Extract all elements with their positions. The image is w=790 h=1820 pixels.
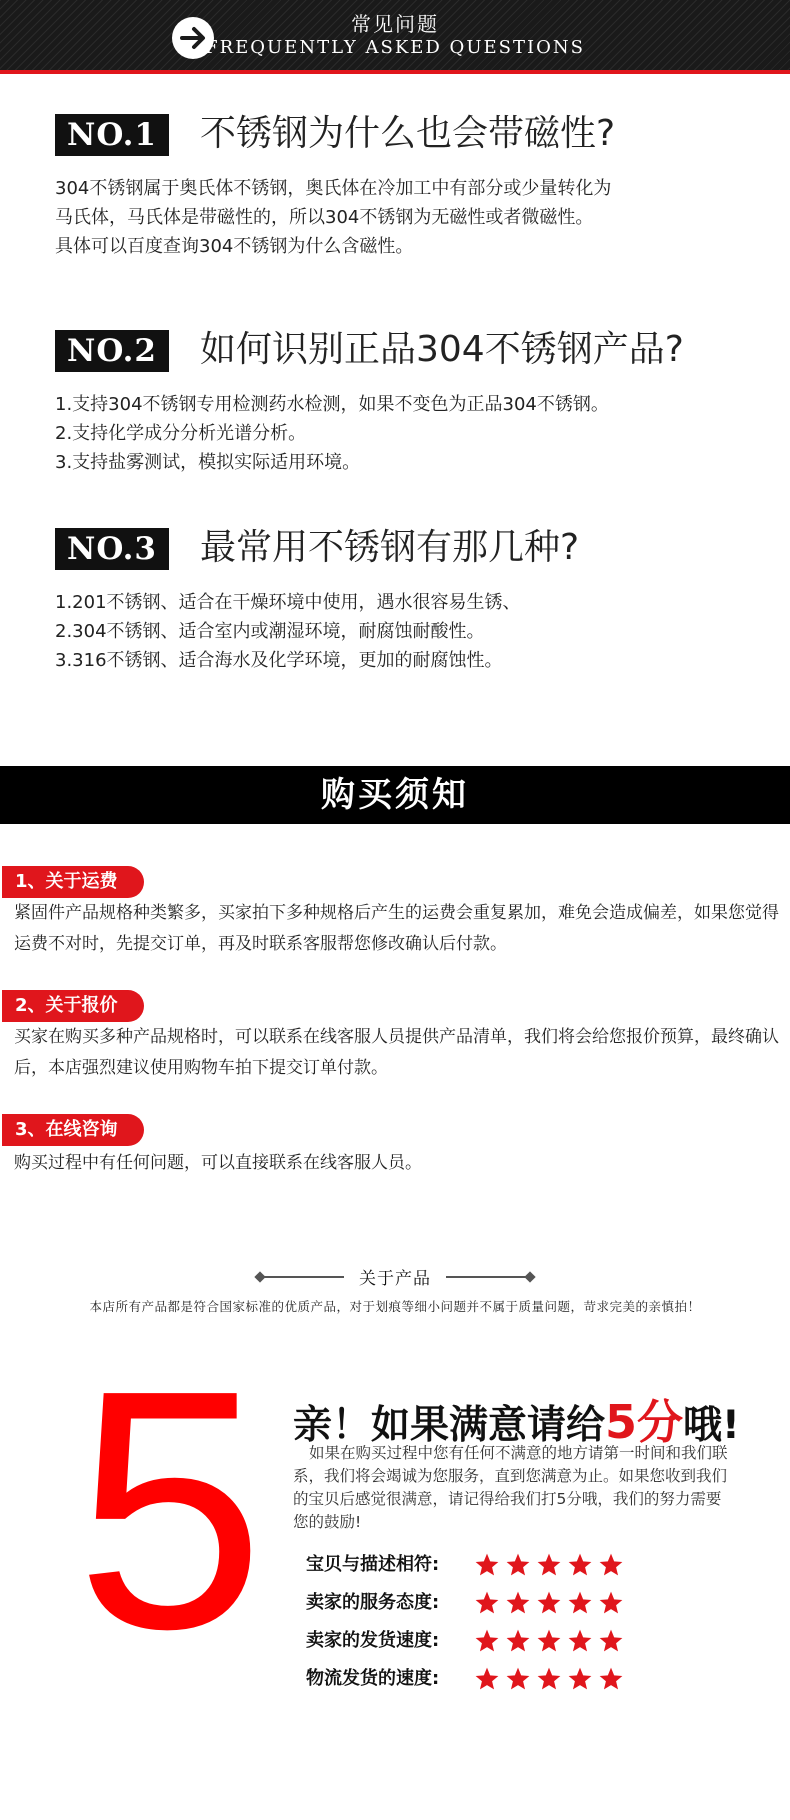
star-icon [598, 1552, 624, 1578]
notice-text-shipping: 紧固件产品规格种类繁多，买家拍下多种规格后产生的运费会重复累加，难免会造成偏差，如果您觉得运费不对时，先提交订单，再及时联系客服帮您修改确认后付款。 [14, 903, 779, 954]
faq-question: 最常用不锈钢有那几种? [200, 527, 580, 568]
faq-answer-line: 304不锈钢属于奥氏体不锈钢，奥氏体在冷加工中有部分或少量转化为 [55, 178, 612, 199]
star-icon [474, 1666, 500, 1692]
notice-tag-shipping: 1、关于运费 [2, 866, 144, 898]
star-rating [474, 1552, 624, 1578]
star-icon [567, 1590, 593, 1616]
star-rating [474, 1666, 624, 1692]
star-icon [567, 1552, 593, 1578]
faq-answer-line: 2.304不锈钢、适合室内或潮湿环境，耐腐蚀耐酸性。 [55, 621, 485, 642]
star-icon [474, 1590, 500, 1616]
star-icon [567, 1666, 593, 1692]
faq-question: 不锈钢为什么也会带磁性? [200, 113, 616, 154]
rating-headline-prefix: 亲！如果满意请给 [293, 1403, 606, 1448]
notice-tag-consult: 3、在线咨询 [2, 1114, 144, 1146]
star-icon [536, 1666, 562, 1692]
star-icon [474, 1552, 500, 1578]
faq-header [0, 0, 790, 74]
star-icon [598, 1590, 624, 1616]
rating-row-delivery-speed [306, 1626, 646, 1656]
rating-row-description-match [306, 1550, 646, 1580]
star-icon [505, 1628, 531, 1654]
rating-row-service-attitude [306, 1588, 646, 1618]
faq-answer-line: 2.支持化学成分分析光谱分析。 [55, 423, 307, 444]
faq-title-en: FREQUENTLY ASKED QUESTIONS [205, 37, 585, 58]
star-icon [505, 1666, 531, 1692]
rating-label: 卖家的发货速度: [306, 1630, 440, 1651]
faq-number-badge: NO.3 [55, 528, 169, 570]
notice-text-consult: 购买过程中有任何问题，可以直接联系在线客服人员。 [14, 1153, 422, 1173]
faq-title-cn: 常见问题 [351, 12, 439, 36]
notice-tag-quote: 2、关于报价 [2, 990, 144, 1022]
star-rating [474, 1628, 624, 1654]
rating-description: 如果在购买过程中您有任何不满意的地方请第一时间和我们联系，我们将会竭诚为您服务，直到您满意为止。如果您收到我们的宝贝后感觉很满意，请记得给我们打5分哦，我们的努力需要您的鼓励! [293, 1444, 728, 1531]
big-five-number: 5 [75, 1320, 265, 1700]
faq-answer-line: 具体可以百度查询304不锈钢为什么含磁性。 [55, 236, 414, 257]
rating-row-logistics-speed [306, 1664, 646, 1694]
star-icon [505, 1590, 531, 1616]
faq-answer-line: 1.201不锈钢、适合在干燥环境中使用，遇水很容易生锈、 [55, 592, 521, 613]
star-icon [536, 1628, 562, 1654]
faq-answer-line: 3.316不锈钢、适合海水及化学环境，更加的耐腐蚀性。 [55, 650, 503, 671]
faq-answer-line: 1.支持304不锈钢专用检测药水检测，如果不变色为正品304不锈钢。 [55, 394, 609, 415]
about-product-description: 本店所有产品都是符合国家标准的优质产品，对于划痕等细小问题并不属于质量问题，苛求完美的亲慎拍！ [89, 1299, 701, 1314]
star-icon [598, 1628, 624, 1654]
purchase-notice-banner: 购买须知 [0, 766, 790, 824]
star-icon [505, 1552, 531, 1578]
star-icon [474, 1628, 500, 1654]
notice-text-quote: 买家在购买多种产品规格时，可以联系在线客服人员提供产品清单，我们将会给您报价预算，最终确认后，本店强烈建议使用购物车拍下提交订单付款。 [14, 1027, 779, 1078]
faq-question: 如何识别正品304不锈钢产品? [200, 329, 684, 370]
faq-number-badge: NO.1 [55, 114, 169, 156]
rating-label: 宝贝与描述相符: [306, 1554, 440, 1575]
faq-answer [55, 174, 775, 261]
faq-answer-line: 马氏体，马氏体是带磁性的，所以304不锈钢为无磁性或者微磁性。 [55, 207, 594, 228]
rating-label: 卖家的服务态度: [306, 1592, 440, 1613]
star-rating [474, 1590, 624, 1616]
faq-answer-line: 3.支持盐雾测试，模拟实际适用环境。 [55, 452, 361, 473]
star-icon [536, 1590, 562, 1616]
faq-answer [55, 588, 775, 675]
rating-headline-suffix: 哦! [683, 1403, 740, 1448]
about-product-title: 关于产品 [359, 1269, 431, 1289]
rating-label: 物流发货的速度: [306, 1668, 440, 1689]
rating-headline-accent: 5分 [605, 1395, 684, 1449]
ornament-right [446, 1276, 534, 1278]
faq-number-badge: NO.2 [55, 330, 169, 372]
star-icon [536, 1552, 562, 1578]
star-icon [598, 1666, 624, 1692]
faq-answer [55, 390, 775, 477]
star-icon [567, 1628, 593, 1654]
